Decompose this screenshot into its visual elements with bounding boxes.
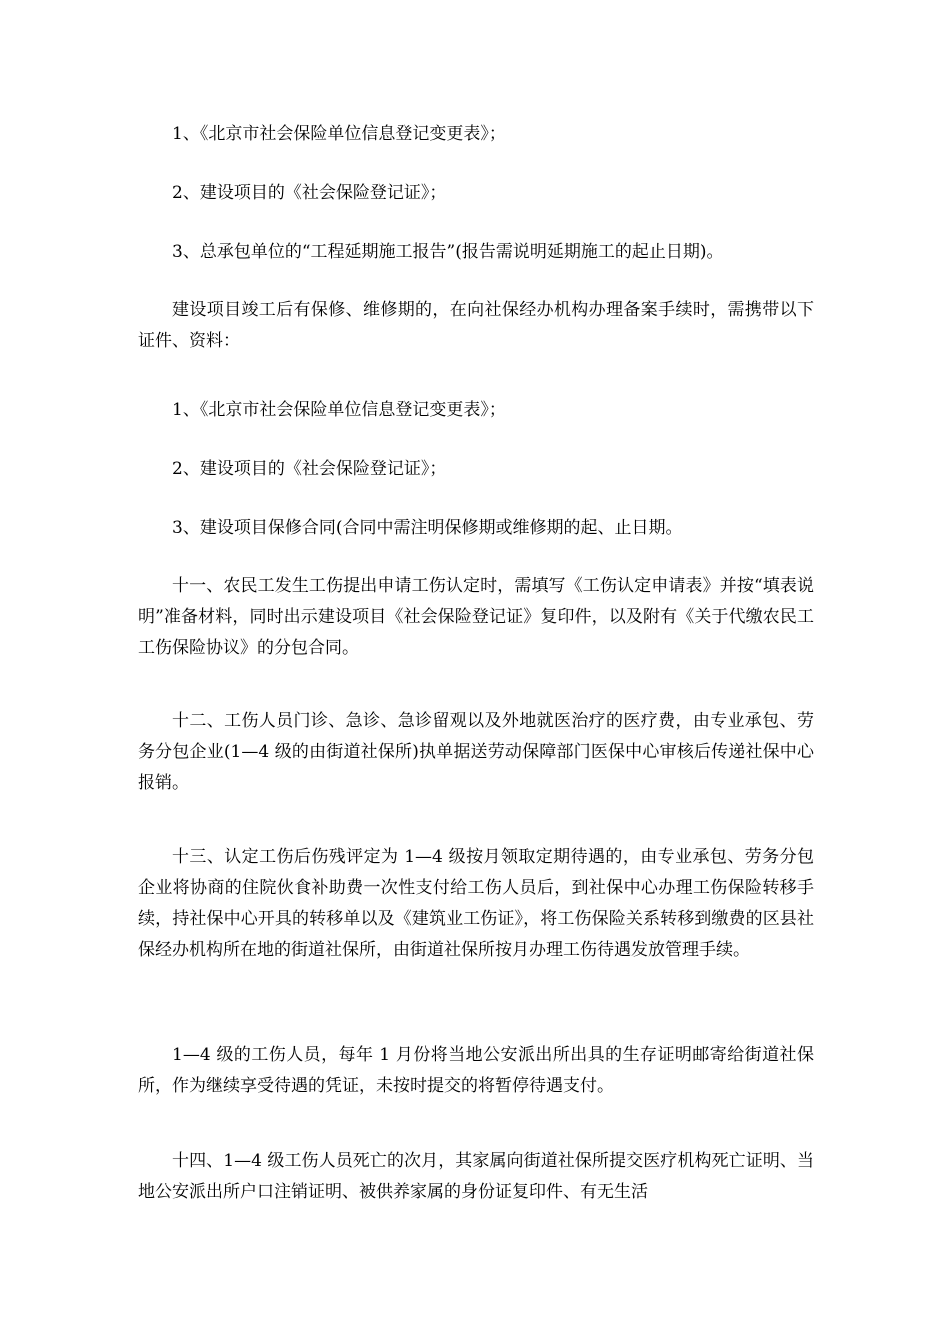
list-item: 3、建设项目保修合同(合同中需注明保修期或维修期的起、止日期。 [172,518,683,538]
list-item: 1、《北京市社会保险单位信息登记变更表》； [172,124,506,144]
list-item: 1、《北京市社会保险单位信息登记变更表》； [172,400,506,420]
section-paragraph-14: 十四、1—4 级工伤人员死亡的次月，其家属向街道社保所提交医疗机构死亡证明、当地公安派出所户口注销证明、被供养家属的身份证复印件、有无生活 [138,1151,814,1202]
list-item: 2、建设项目的《社会保险登记证》； [172,459,447,479]
section-paragraph-13: 十三、认定工伤后伤残评定为 1—4 级按月领取定期待遇的，由专业承包、劳务分包企业将协商的住院伙食补助费一次性支付给工伤人员后，到社保中心办理工伤保险转移手续，持社保中心开具的转移单以及《建筑业工伤证》，将工伤保险关系转移到缴费的区县社保经办机构所在地的街道社保所，由街道社保所按月办理工伤待遇发放管理手续。 [138,847,814,960]
list-item: 3、总承包单位的“工程延期施工报告”(报告需说明延期施工的起止日期)。 [172,242,724,262]
list-item: 2、建设项目的《社会保险登记证》； [172,183,447,203]
section-paragraph-12: 十二、工伤人员门诊、急诊、急诊留观以及外地就医治疗的医疗费，由专业承包、劳务分包企业(1—4 级的由街道社保所)执单据送劳动保障部门医保中心审核后传递社保中心报销。 [138,711,814,793]
paragraph: 建设项目竣工后有保修、维修期的，在向社保经办机构办理备案手续时，需携带以下证件、资料： [138,300,814,351]
section-paragraph-11: 十一、农民工发生工伤提出申请工伤认定时，需填写《工伤认定申请表》并按“填表说明”准备材料，同时出示建设项目《社会保险登记证》复印件，以及附有《关于代缴农民工工伤保险协议》的分包合同。 [138,576,814,658]
paragraph: 1—4 级的工伤人员，每年 1 月份将当地公安派出所出具的生存证明邮寄给街道社保所，作为继续享受待遇的凭证，未按时提交的将暂停待遇支付。 [138,1045,814,1096]
